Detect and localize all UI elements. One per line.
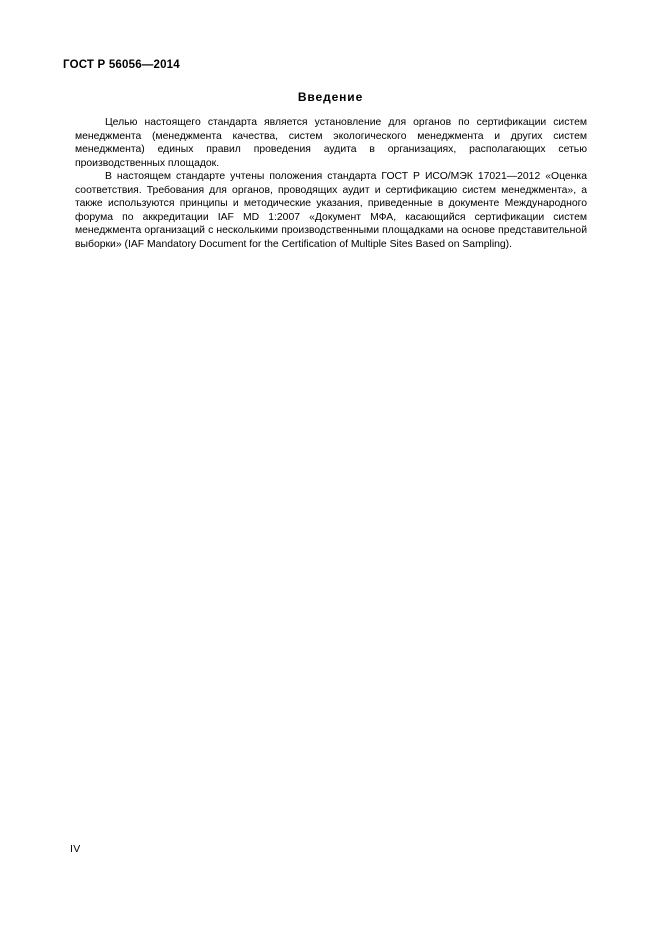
page-number: IV xyxy=(70,843,81,855)
introduction-body xyxy=(75,116,587,251)
standard-designation-header: ГОСТ Р 56056—2014 xyxy=(63,59,180,71)
paragraph-1: Целью настоящего стандарта является установление для органов по сертификации систем менеджмента (менеджмента качества, систем экологического менеджмента и других систем менеджмента) единых правил проведения аудита в организациях, располагающих сетью производственных площадок. xyxy=(75,117,587,169)
paragraph-2: В настоящем стандарте учтены положения стандарта ГОСТ Р ИСО/МЭК 17021—2012 «Оценка соответствия. Требования для органов, проводящих аудит и сертификацию систем менеджмента», а также используются принципы и методические указания, приведенные в документе Международного форума по аккредитации IAF MD 1:2007 «Документ МФА, касающийся сертификации систем менеджмента организаций с несколькими производственными площадками на основе представительной выборки» (IAF Mandatory Document for the Certification of Multiple Sites Based on Sampling). xyxy=(75,171,587,250)
page-title: Введение xyxy=(297,90,364,104)
